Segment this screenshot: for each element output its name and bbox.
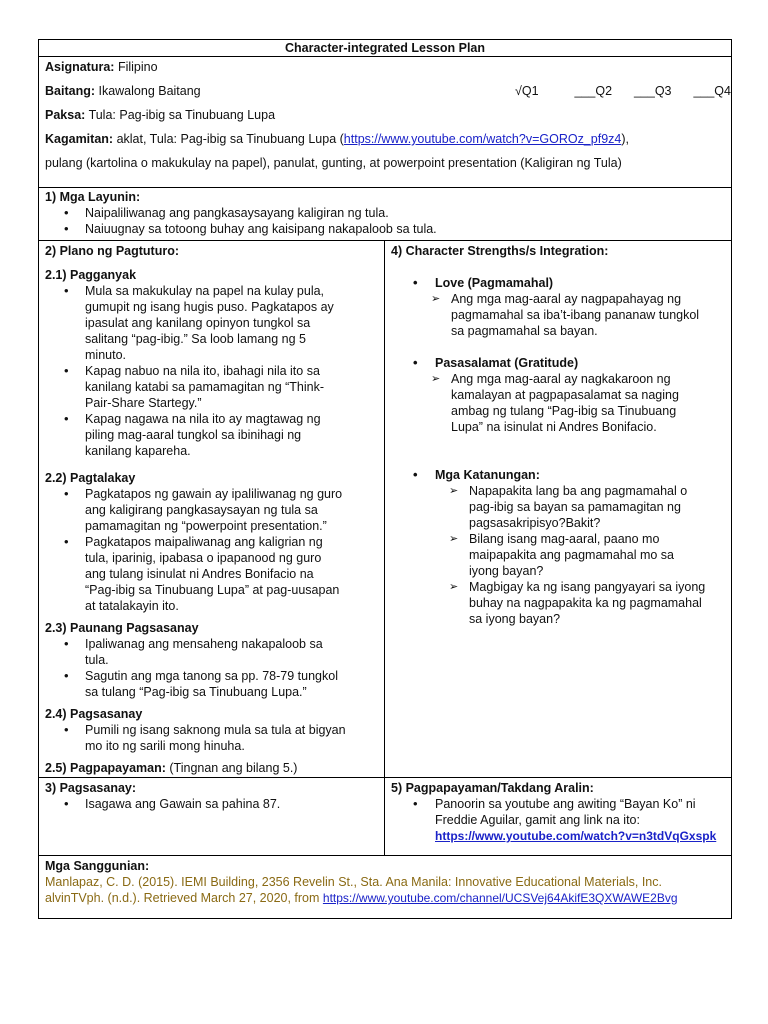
- pasasalamat-heading: • Pasasalamat (Gratitude): [391, 355, 725, 371]
- asignatura-value: Filipino: [117, 60, 158, 74]
- pasasalamat-detail: [391, 371, 725, 435]
- pagpapayaman-row: [45, 760, 378, 776]
- katanungan-list: [391, 467, 725, 483]
- list-item: • Isagawa ang Gawain sa pahina 87.: [45, 796, 378, 812]
- katanungan-items: [391, 483, 725, 627]
- paksa-row: [45, 107, 725, 123]
- layunin-list: [45, 205, 725, 237]
- pagpapayaman-heading: 2.5) Pagpapayaman:: [45, 761, 166, 775]
- paunang-pagsasanay-heading: 2.3) Paunang Pagsasanay: [45, 621, 199, 635]
- document-title: Character-integrated Lesson Plan: [39, 40, 732, 57]
- quarter-2: ___Q2: [574, 84, 613, 98]
- pagsasanay3-list: [45, 796, 378, 812]
- list-item: • Mula sa makukulay na papel na kulay pula, gumupit ng isang hugis puso. Pagkatapos ay ipasulat ang kanilang opinyon tungkol sa salitang “pag-ibig.” Sa loob lamang ng 5 minuto.: [45, 283, 378, 363]
- list-item: • Pumili ng isang saknong mula sa tula at bigyan mo ito ng sarili mong hinuha.: [45, 722, 378, 754]
- pagpapayaman-text: (Tingnan ang bilang 5.): [169, 761, 298, 775]
- asignatura-label: Asignatura:: [45, 60, 115, 74]
- reference-2-text: alvinTVph. (n.d.). Retrieved March 27, 2020, from: [45, 891, 323, 905]
- list-item: • Sagutin ang mga tanong sa pp. 78-79 tungkol sa tulang “Pag-ibig sa Tinubuang Lupa.”: [45, 668, 378, 700]
- pagsasanay3-heading: 3) Pagsasanay:: [45, 781, 137, 795]
- plano-heading: 2) Plano ng Pagtuturo:: [45, 244, 180, 258]
- kagamitan-text: aklat, Tula: Pag-ibig sa Tinubuang Lupa (: [116, 132, 344, 146]
- asignatura-row: [45, 59, 725, 75]
- reference-2-link[interactable]: https://www.youtube.com/channel/UCSVej64AkifE3QXWAWE2Bvg: [322, 891, 678, 905]
- character-section: [385, 241, 732, 778]
- lesson-plan-table: [38, 39, 732, 919]
- info-section: [39, 57, 732, 188]
- sanggunian-section: [39, 856, 732, 919]
- takdang-list: [391, 796, 725, 844]
- quarter-1: √Q1: [515, 84, 539, 98]
- kagamitan-video-link[interactable]: https://www.youtube.com/watch?v=GOROz_pf9z4: [343, 132, 622, 146]
- reference-2: [45, 890, 725, 906]
- takdang-heading: 5) Pagpapayaman/Takdang Aralin:: [391, 781, 594, 795]
- quarter-4: ___Q4: [693, 84, 731, 98]
- pagganyak-heading: 2.1) Pagganyak: [45, 268, 137, 282]
- list-item: ➢ Ang mga mag-aaral ay nagpapahayag ng pagmamahal sa iba’t-ibang pananaw tungkol sa pagmamahal sa bayan.: [391, 291, 725, 339]
- kagamitan-label: Kagamitan:: [45, 132, 114, 146]
- list-item: ➢ Napapakita lang ba ang pagmamahal o pag-ibig sa bayan sa pamamagitan ng pagsasakripisyo?Bakit?: [391, 483, 725, 531]
- pagtalakay-heading: 2.2) Pagtalakay: [45, 471, 136, 485]
- takdang-section: [385, 778, 732, 856]
- love-detail: [391, 291, 725, 339]
- pagsasanay-heading: 2.4) Pagsasanay: [45, 707, 143, 721]
- pagtalakay-list: [45, 486, 378, 614]
- list-item: ➢ Ang mga mag-aaral ay nagkakaroon ng kamalayan at pagpapasalamat sa naging ambag ng tulang “Pag-ibig sa Tinubuang Lupa” na isinulat ni Andres Bonifacio.: [391, 371, 725, 435]
- paunang-pagsasanay-list: [45, 636, 378, 700]
- love-heading: • Love (Pagmamahal): [391, 275, 725, 291]
- list-item: • Pagkatapos maipaliwanag ang kaligrian ng tula, iparinig, ipabasa o ipapanood ng guro ang tulang isinulat ni Andres Bonifacio na “Pag-ibig sa Tinubuang Lupa” at pag-uusapan at tatalakayin ito.: [45, 534, 378, 614]
- kagamitan-text-end: ),: [621, 132, 629, 146]
- list-item: • Panoorin sa youtube ang awiting “Bayan Ko” ni Freddie Aguilar, gamit ang link na ito: https://www.youtube.com/watch?v=n3tdVqGxspk: [391, 796, 725, 844]
- pagganyak-list: [45, 283, 378, 459]
- pagsasanay-list: [45, 722, 378, 754]
- paksa-label: Paksa:: [45, 108, 86, 122]
- kagamitan-row: [45, 131, 725, 147]
- reference-1: Manlapaz, C. D. (2015). IEMI Building, 2356 Revelin St., Sta. Ana Manila: Innovative Educational Materials, Inc.: [45, 875, 662, 889]
- sanggunian-heading: Mga Sanggunian:: [45, 859, 150, 873]
- list-item: ➢ Bilang isang mag-aaral, paano mo maipapakita ang pagmamahal mo sa iyong bayan?: [391, 531, 725, 579]
- pagsasanay3-section: [39, 778, 385, 856]
- baitang-label: Baitang:: [45, 84, 95, 98]
- list-item: ➢ Magbigay ka ng isang pangyayari sa iyong buhay na nagpapakita ka ng pagmamahal sa iyong bayan?: [391, 579, 725, 627]
- character-heading: 4) Character Strengths/s Integration:: [391, 244, 609, 258]
- baitang-row: [45, 83, 731, 99]
- list-item: • Pagkatapos ng gawain ay ipaliliwanag ng guro ang kaligirang pangkasaysayan ng tula sa pamamagitan ng “powerpoint presentation.”: [45, 486, 378, 534]
- pasasalamat-list: [391, 355, 725, 371]
- layunin-section: [39, 188, 732, 241]
- list-item: • Naipaliliwanag ang pangkasaysayang kaligiran ng tula.: [45, 205, 725, 221]
- paksa-value: Tula: Pag-ibig sa Tinubuang Lupa: [88, 108, 276, 122]
- quarter-checkboxes: [515, 83, 749, 99]
- plano-section: [39, 241, 385, 778]
- katanungan-heading: • Mga Katanungan:: [391, 467, 725, 483]
- baitang-value: Ikawalong Baitang: [98, 84, 201, 98]
- bayan-ko-link[interactable]: https://www.youtube.com/watch?v=n3tdVqGxspk: [435, 829, 717, 843]
- layunin-heading: 1) Mga Layunin:: [45, 190, 141, 204]
- list-item: • Kapag nagawa na nila ito ay magtawag ng piling mag-aaral tungkol sa ibinihagi ng kanilang kapareha.: [45, 411, 378, 459]
- quarter-3: ___Q3: [633, 84, 672, 98]
- list-item: • Naiuugnay sa totoong buhay ang kaisipang nakapaloob sa tula.: [45, 221, 725, 237]
- list-item: • Kapag nabuo na nila ito, ibahagi nila ito sa kanilang katabi sa pamamagitan ng “Think- Pair-Share Startegy.”: [45, 363, 378, 411]
- love-list: [391, 275, 725, 291]
- kagamitan-line2: pulang (kartolina o makukulay na papel), panulat, gunting, at powerpoint presentation (Kaligiran ng Tula): [45, 156, 622, 170]
- list-item: • Ipaliwanag ang mensaheng nakapaloob sa tula.: [45, 636, 378, 668]
